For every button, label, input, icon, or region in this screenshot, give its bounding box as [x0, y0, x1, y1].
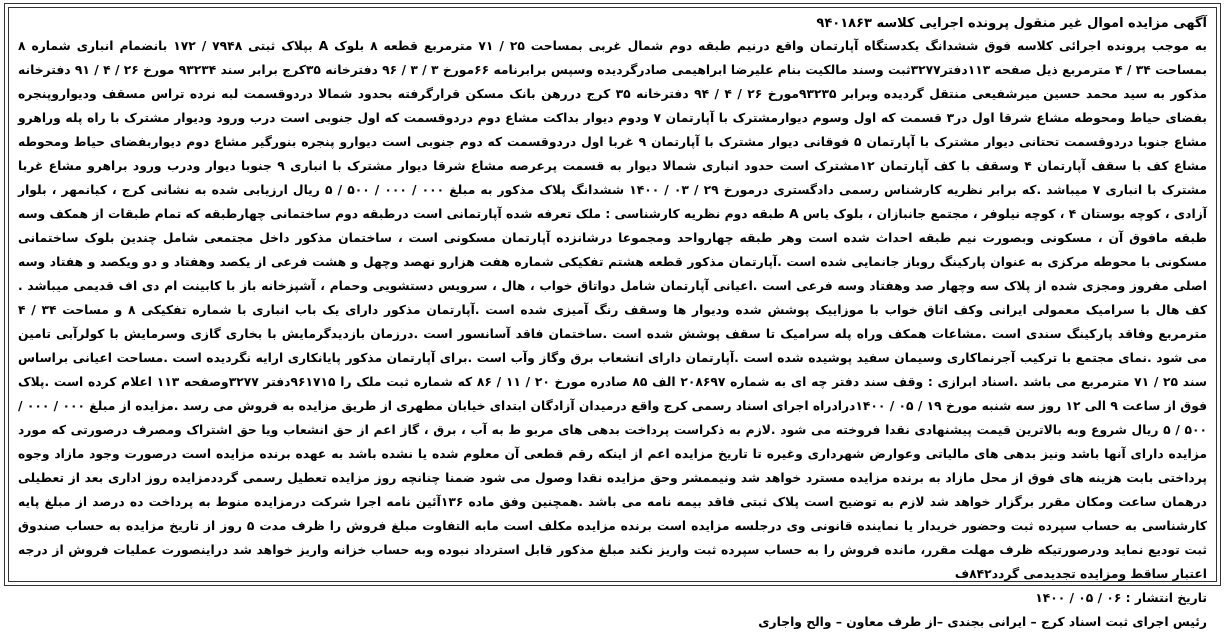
notice-box — [8, 7, 1217, 629]
publish-date: تاریخ انتشار : ۰۶ / ۰۵ / ۱۴۰۰ — [1035, 591, 1207, 605]
signature-line: رئیس اجرای ثبت اسناد کرج – ایرانی بجندی –از طرف معاون – والح واجاری — [758, 615, 1207, 629]
notice-outer-frame — [4, 3, 1221, 629]
notice-title: آگهی مزایده اموال غیر منقول پرونده اجرایی کلاسه ۹۴۰۱۸۶۳ — [816, 16, 1207, 31]
notice-body: به موجب پرونده اجرائی کلاسه فوق ششدانگ یکدستگاه آپارتمان واقع درنیم طبقه دوم شمال غربی بمساحت ۲۵ / ۷۱ مترمربع قطعه ۸ بلوک A بپلاک ثبتی ۷۹۴۸ / ۱۷۲ بانضمام انباری شماره ۸ بمساحت ۳۴ / ۴ مترمربع ذیل صفحه ۱۱۳دفتر۳۲۷۷ثبت وسند مالکیت بنام علیرضا ابراهیمی صادرگردیده وسپس برابرنامه ۶۶مورخ ۳ / ۳ / ۹۶ دفترخانه ۳۵کرج برابر سند ۹۳۲۳۴ مورخ ۲۶ / ۴ / ۹۱ دفترخانه مذکور به سید محمد حسین میرشفیعی منتقل گردیده وبرابر ۹۳۲۳۵مورخ ۲۶ / ۴ / ۹۴ دفترخانه ۳۵ کرج دررهن بانک مسکن قرارگرفته بحدود شمالا دردوقسمت لبه نرده تراس مسقف ودیواروپنجره بفضای حیاط ومحوطه مشاع شرقا اول در۳ قسمت که اول وسوم دیوارمشترک با آپارتمان ۷ ودوم دیوار بداکت مشاع دوم دردوقسمت که اول جنوبی است درب ورود ودیوار مشترک با راه پله وراهرو مشاع جنوبا دردوقسمت تحتانی دیوار مشترک با آپارتمان ۵ فوقانی دیوار مشترک با آپارتمان ۹ غربا اول دردوقسمت که دوم جنوبی است دیوارو پنجره بنورگیر مشاع دوم دیواربفضای حیاط ومحوطه مشاع کف با سقف آپارتمان ۴ وسقف با کف آپارتمان ۱۲مشترک است حدود انباری شمالا دیوار به قسمت پرعرصه مشاع شرقا دیوار مشترک با انباری ۹ جنوبا دیوار ودرب ورود براهرو مشاع غربا مشترک با انباری ۷ میباشد .که برابر نظریه کارشناس رسمی دادگستری درمورخ ۲۹ / ۰۳ / ۱۴۰۰ ششدانگ پلاک مذکور به مبلغ ۰۰۰ / ۰۰۰ / ۵۰۰ / ۵ ریال ارزیابی شده به نشانی کرج ، کیانمهر ، بلوار آزادی ، کوچه بوستان ۴ ، کوچه نیلوفر ، مجتمع جانبازان ، بلوک یاس A طبقه دوم نظریه کارشناسی : ملک تعرفه شده آپارتمانی است درطبقه دوم ساختمانی چهارطبقه که تمام طبقات از همکف وسه طبقه مافوق آن ، مسکونی وبصورت نیم طبقه احداث شده است وهر طبقه چهارواحد ومجموعا درشانزده آپارتمان مسکونی است ، ساختمان مذکور داخل مجتمعی شامل چندین بلوک ساختمانی مسکونی با محوطه مرکزی به عنوان پارکینگ روباز جانمایی شده است .آپارتمان مذکور قطعه هشتم تفکیکی شماره هفت هزارو نهصد وچهل و هشت فرعی از یکصد وهفتاد و دو ویکصد و هفتاد وسه اصلی مفروز ومجزی شده از پلاک سه وچهار صد وهفتاد وسه فرعی است .اعیانی آپارتمان شامل دواتاق خواب ، هال ، سرویس دستشویی وحمام ، آشپزخانه باز با کابینت ام دی اف قدیمی میباشد . کف هال با سرامیک معمولی ایرانی وکف اتاق خواب با موزاییک پوشش شده ودیوار ها وسقف رنگ آمیزی شده است .آپارتمان مذکور دارای یک باب انباری با شماره تفکیکی ۸ و مساحت ۳۴ / ۴ مترمربع وفاقد پارکینگ سندی است .مشاعات همکف وراه پله سرامیک تا سقف پوشش شده است .ساختمان فاقد آسانسور است .درزمان بازدیدگرمایش با بخاری گازی وسرمایش با کولرآبی تامین می شود .نمای مجتمع با ترکیب آجرنماکاری وسیمان سفید پوشیده شده است .آپارتمان دارای انشعاب برق وگاز وآب است .برای آپارتمان مذکور پایانکاری ارایه نگردیده است .مساحت اعیانی براساس سند ۲۵ / ۷۱ مترمربع می باشد .اسناد ابرازی : وقف سند دفتر چه ای به شماره ۲۰۸۶۹۷ الف ۸۵ صادره مورخ ۲۰ / ۱۱ / ۸۶ که شماره ثبت ملک را ۹۶۱۷۱۵دفتر ۳۲۷۷وصفحه ۱۱۳ اعلام کرده است .پلاک فوق از ساعت ۹ الی ۱۲ روز سه شنبه مورخ ۱۹ / ۰۵ / ۱۴۰۰درادراه اجرای اسناد رسمی کرج واقع درمیدان آزادگان ابتدای خیابان مطهری از طریق مزایده به فروش می رسد .مزایده از مبلغ ۰۰۰ / ۰۰۰ / ۵۰۰ / ۵ ریال شروع وبه بالاترین قیمت پیشنهادی نقدا فروخته می شود .لازم به ذکراست پرداخت بدهی های مربو ط به آب ، برق ، گاز اعم از حق انشعاب ویا حق اشتراک ومصرف درصورتی که مورد مزایده دارای آنها باشد ونیز بدهی های مالیاتی وعوارض شهرداری وغیره تا تاریخ مزایده اعم از اینکه رقم قطعی آن معلوم شده یا نشده باشد به عهده برنده مزایده است درصورت وجود مازاد وجوه پرداختی بابت هزینه های فوق از محل مازاد به برنده مزایده مسترد خواهد شد ونیممشر وحق مزایده نقدا وصول می شود ضمنا چنانچه روز مزایده تعطیل رسمی گرددمزایده روز اداری بعد از تعطیلی درهمان ساعت ومکان مقرر برگزار خواهد شد لازم به توضیح است پلاک ثبتی فاقد بیمه نامه می باشد .همچنین وفق ماده ۱۳۶آئین نامه اجرا شرکت درمزایده منوط به پرداخت ده درصد از مبلغ پایه کارشناسی به حساب سپرده ثبت وحضور خریدار یا نماینده قانونی وی درجلسه مزایده است برنده مزایده مکلف است مابه التفاوت مبلغ فروش را ظرف مدت ۵ روز از تاریخ مزایده به حساب صندوق ثبت تودیع نماید ودرصورتیکه ظرف مهلت مقرر، مانده فروش را به حساب سپرده ثبت واریز نکند مبلغ مذکور قابل استرداد نبوده وبه حساب خزانه واریز خواهد شد دراینصورت عملیات فروش از درجه اعتبار ساقط ومزایده تجدیدمی گردد۸۴۲ف — [18, 39, 1208, 581]
